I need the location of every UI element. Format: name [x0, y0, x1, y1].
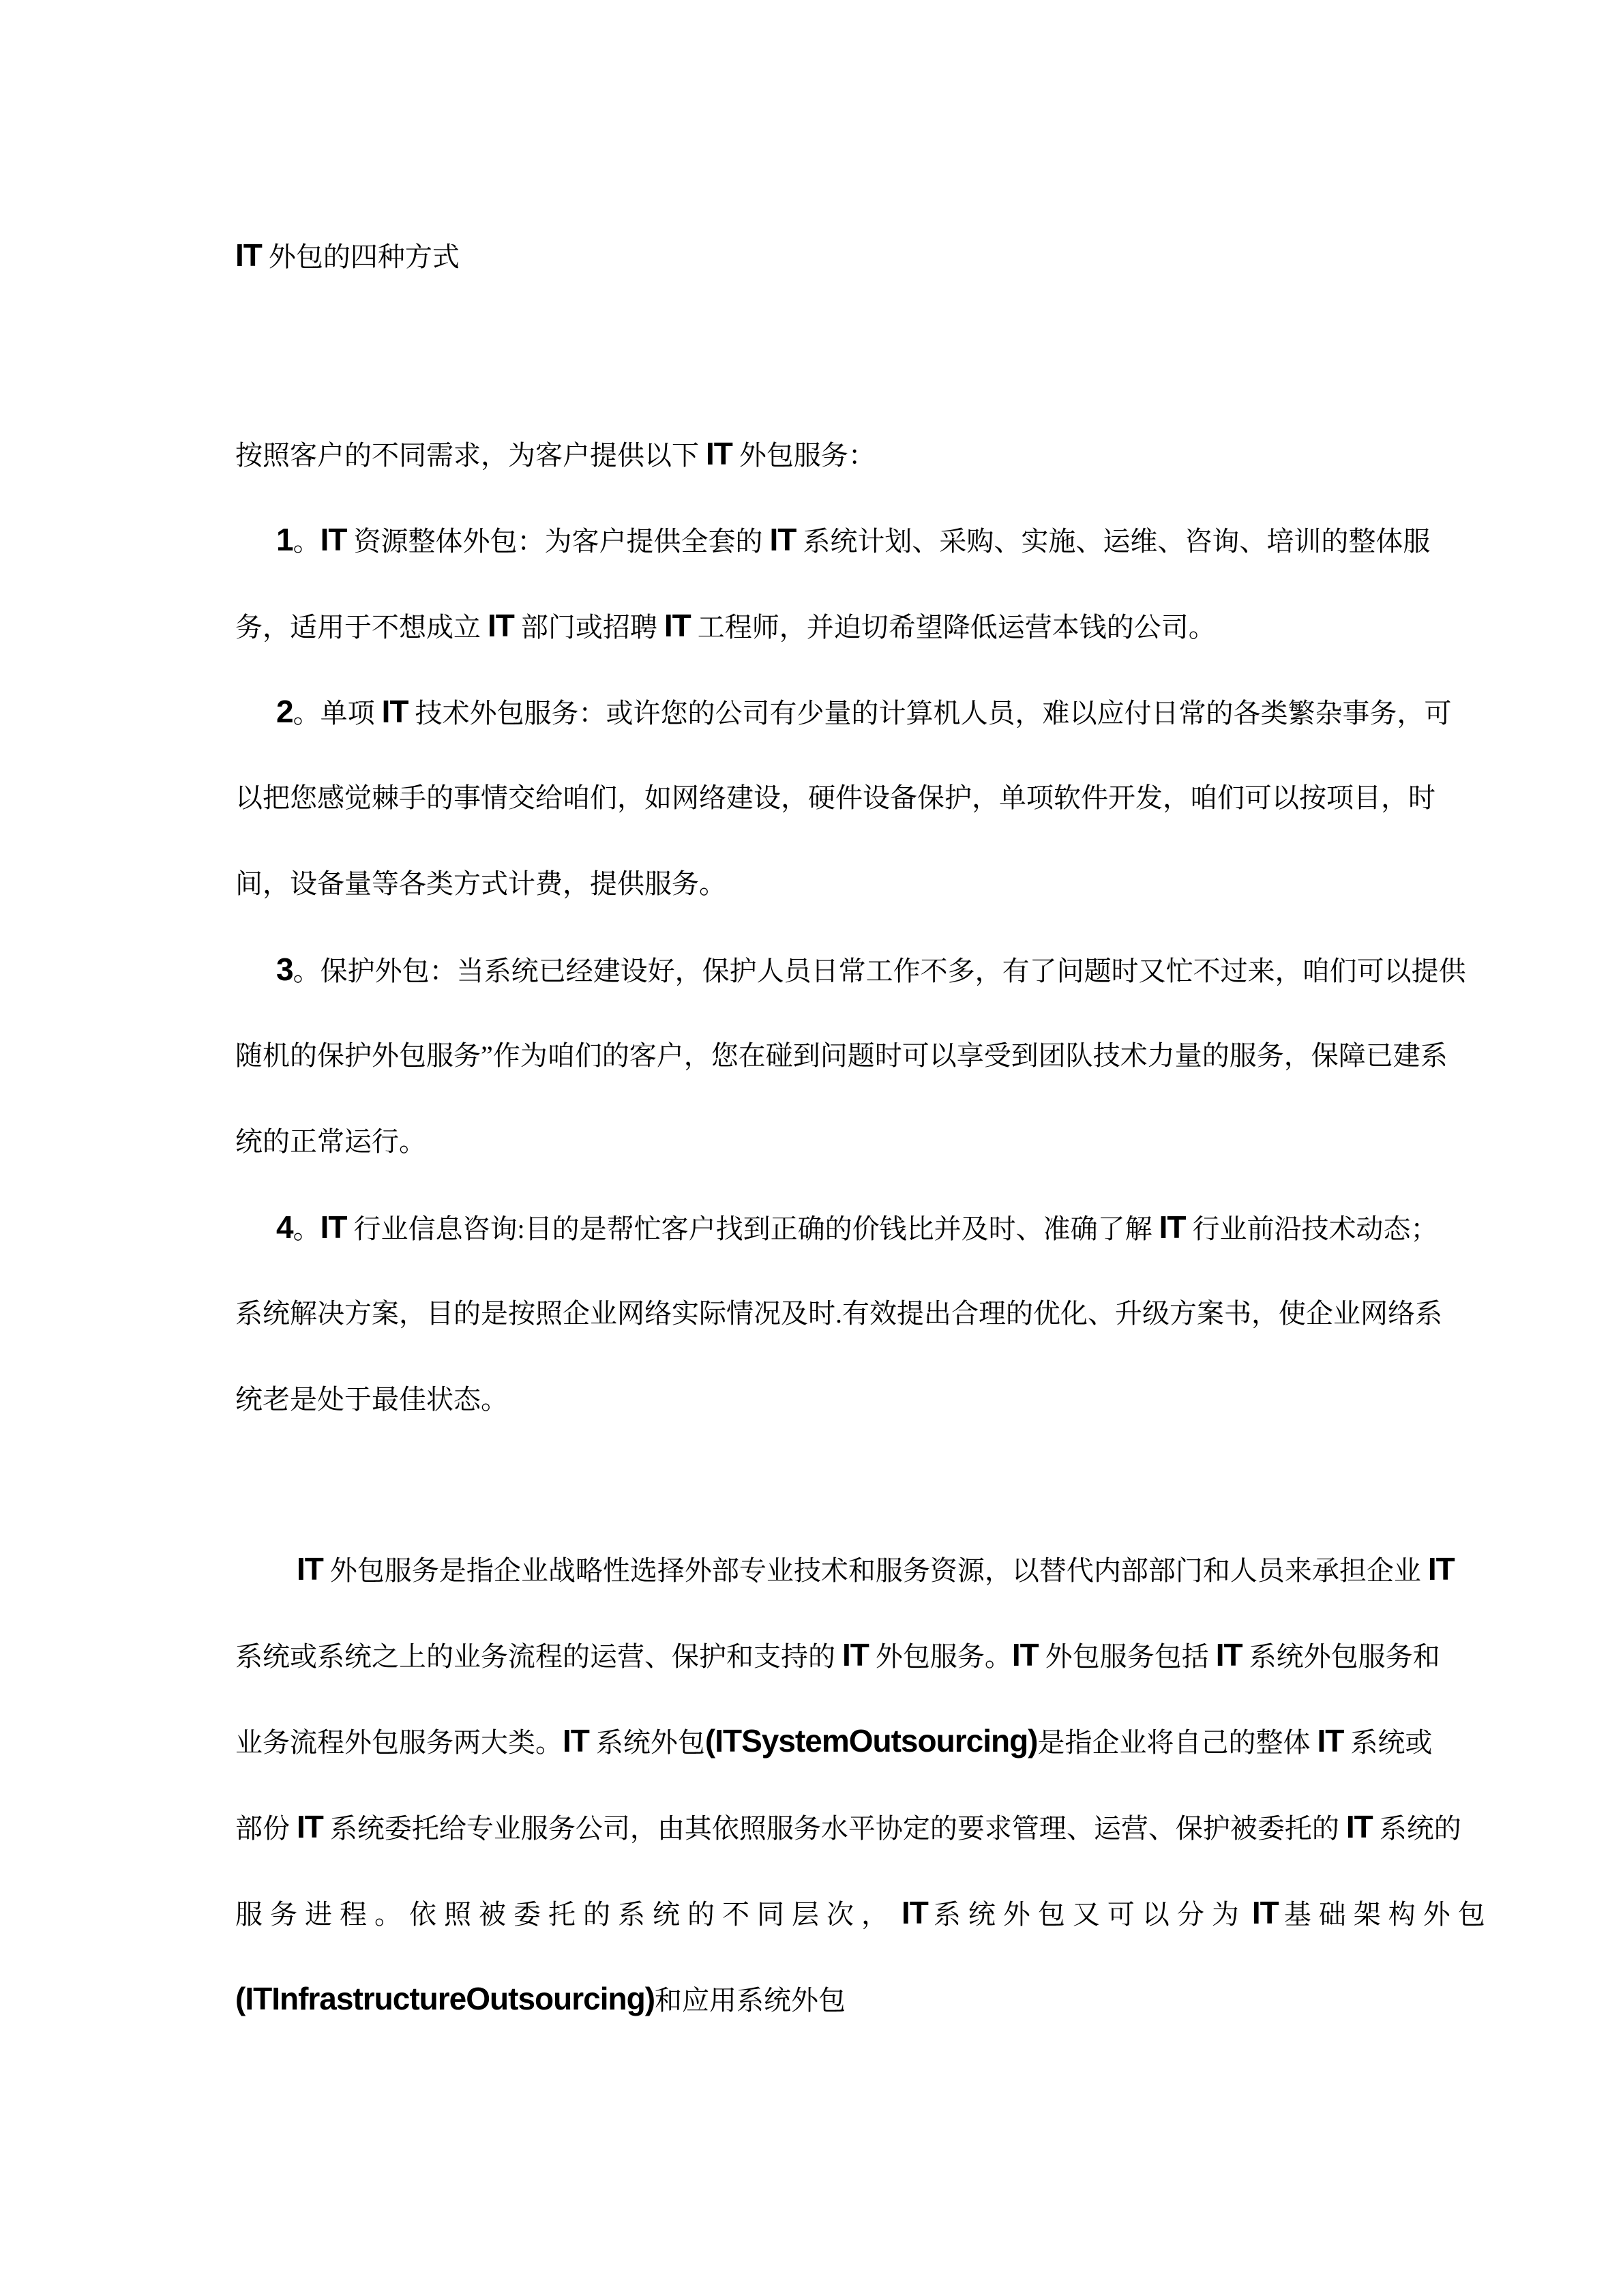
text-line-item2-c: [235, 841, 726, 926]
cjk-text-segment: 技术外包服务：或许您的公司有少量的计算机人员，难以应付日常的各类繁杂事务，可: [408, 698, 1452, 728]
latin-text-segment: IT: [488, 608, 514, 643]
text-line-item4-b: [235, 1271, 1442, 1356]
text-line-item4-c: [235, 1357, 508, 1442]
latin-text-segment: IT: [1011, 1637, 1039, 1673]
latin-text-segment: IT: [1345, 1809, 1373, 1844]
cjk-text-segment: 外包的四种方式: [261, 241, 460, 272]
latin-text-segment: IT: [381, 694, 408, 729]
latin-text-segment: (ITSystemOutsourcing): [704, 1723, 1038, 1758]
cjk-text-segment: 。单项: [293, 698, 382, 728]
cjk-text-segment: 。: [293, 1213, 321, 1244]
cjk-text-segment: 系统的: [1372, 1813, 1461, 1844]
cjk-text-segment: 统老是处于最佳状态。: [235, 1384, 508, 1415]
latin-text-segment: 1: [276, 522, 293, 557]
latin-text-segment: IT: [235, 237, 262, 273]
text-line-intro: [235, 411, 876, 497]
text-line-item2-b: [235, 755, 1435, 840]
latin-text-segment: 4: [276, 1209, 293, 1245]
text-line-para2-f: [235, 1956, 846, 2042]
latin-text-segment: IT: [320, 1209, 347, 1245]
latin-text-segment: IT: [664, 608, 691, 643]
cjk-text-segment: 按照客户的不同需求，为客户提供以下: [235, 440, 706, 471]
latin-text-segment: IT: [563, 1723, 589, 1758]
cjk-text-segment: 系统或: [1343, 1727, 1433, 1758]
text-line-para2-b: [235, 1613, 1440, 1698]
document-title: [235, 213, 460, 298]
cjk-text-segment: 资源整体外包：为客户提供全套的: [346, 526, 770, 557]
cjk-text-segment: 基础架构外包: [1283, 1899, 1493, 1930]
cjk-text-segment: 外包服务：: [732, 440, 876, 471]
cjk-text-segment: 外包服务是指企业战略性选择外部专业技术和服务资源，以替代内部部门和人员来承担企业: [323, 1555, 1428, 1586]
cjk-text-segment: 系统外包: [589, 1727, 705, 1758]
latin-text-segment: IT: [297, 1551, 323, 1587]
cjk-text-segment: 。: [293, 526, 321, 557]
latin-text-segment: IT: [297, 1809, 323, 1844]
latin-text-segment: 2: [276, 694, 293, 729]
text-line-item1-a: [276, 497, 1430, 583]
latin-text-segment: IT: [1427, 1551, 1455, 1587]
cjk-text-segment: 行业信息咨询:目的是帮忙客户找到正确的价钱比并及时、准确了解: [346, 1213, 1159, 1244]
text-line-item3-c: [235, 1099, 426, 1184]
cjk-text-segment: 是指企业将自己的整体: [1037, 1727, 1317, 1758]
latin-text-segment: IT: [1215, 1637, 1242, 1673]
latin-text-segment: IT: [706, 436, 732, 471]
text-line-item2-a: [276, 669, 1451, 754]
cjk-text-segment: 随机的保护外包服务”作为咱们的客户，您在碰到问题时可以享受到团队技术力量的服务，保障已建系: [235, 1040, 1448, 1071]
cjk-text-segment: 业务流程外包服务两大类。: [235, 1727, 563, 1758]
cjk-text-segment: 务，适用于不想成立: [235, 612, 488, 643]
text-line-para2-a: [297, 1527, 1455, 1612]
latin-text-segment: (ITInfrastructureOutsourcing): [235, 1981, 655, 2016]
cjk-text-segment: 部门或招聘: [513, 612, 664, 643]
cjk-text-segment: 系统外包服务和: [1242, 1641, 1440, 1672]
cjk-text-segment: 和应用系统外包: [655, 1985, 846, 2016]
latin-text-segment: IT: [769, 522, 796, 557]
latin-text-segment: 3: [276, 952, 293, 987]
text-line-item3-b: [235, 1013, 1448, 1098]
latin-text-segment: IT: [902, 1895, 928, 1930]
text-line-para2-d: [235, 1784, 1461, 1870]
cjk-text-segment: 系统外包又可以分为: [933, 1899, 1247, 1930]
text-line-para2-c: [235, 1698, 1432, 1784]
cjk-text-segment: 行业前沿技术动态；: [1185, 1213, 1438, 1244]
latin-text-segment: IT: [842, 1637, 869, 1673]
cjk-text-segment: 系统或系统之上的业务流程的运营、保护和支持的: [235, 1641, 842, 1672]
text-line-item4-a: [276, 1185, 1438, 1270]
cjk-text-segment: 以把您感觉棘手的事情交给咱们，如网络建设，硬件设备保护，单项软件开发，咱们可以按项目，时: [235, 782, 1435, 813]
cjk-text-segment: 外包服务。: [868, 1641, 1012, 1672]
latin-text-segment: IT: [1251, 1895, 1279, 1930]
cjk-text-segment: 。保护外包：当系统已经建设好，保护人员日常工作不多，有了问题时又忙不过来，咱们可以提供: [293, 956, 1466, 986]
cjk-text-segment: 系统解决方案，目的是按照企业网络实际情况及时.有效提出合理的优化、升级方案书，使企业网络系: [235, 1298, 1442, 1329]
cjk-text-segment: 外包服务包括: [1038, 1641, 1216, 1672]
cjk-text-segment: 统的正常运行。: [235, 1126, 426, 1157]
cjk-text-segment: 服务进程。依照被委托的系统的不同层次，: [235, 1899, 896, 1930]
cjk-text-segment: 工程师，并迫切希望降低运营本钱的公司。: [690, 612, 1216, 643]
latin-text-segment: IT: [1317, 1723, 1344, 1758]
text-line-item3-a: [276, 927, 1466, 1012]
cjk-text-segment: 系统委托给专业服务公司，由其依照服务水平协定的要求管理、运营、保护被委托的: [323, 1813, 1346, 1844]
cjk-text-segment: 部份: [235, 1813, 297, 1844]
cjk-text-segment: 间，设备量等各类方式计费，提供服务。: [235, 868, 726, 899]
cjk-text-segment: 系统计划、采购、实施、运维、咨询、培训的整体服: [796, 526, 1431, 557]
text-line-para2-e: [235, 1870, 1493, 1956]
latin-text-segment: IT: [1159, 1209, 1186, 1245]
text-line-item1-b: [235, 583, 1216, 668]
latin-text-segment: IT: [320, 522, 347, 557]
